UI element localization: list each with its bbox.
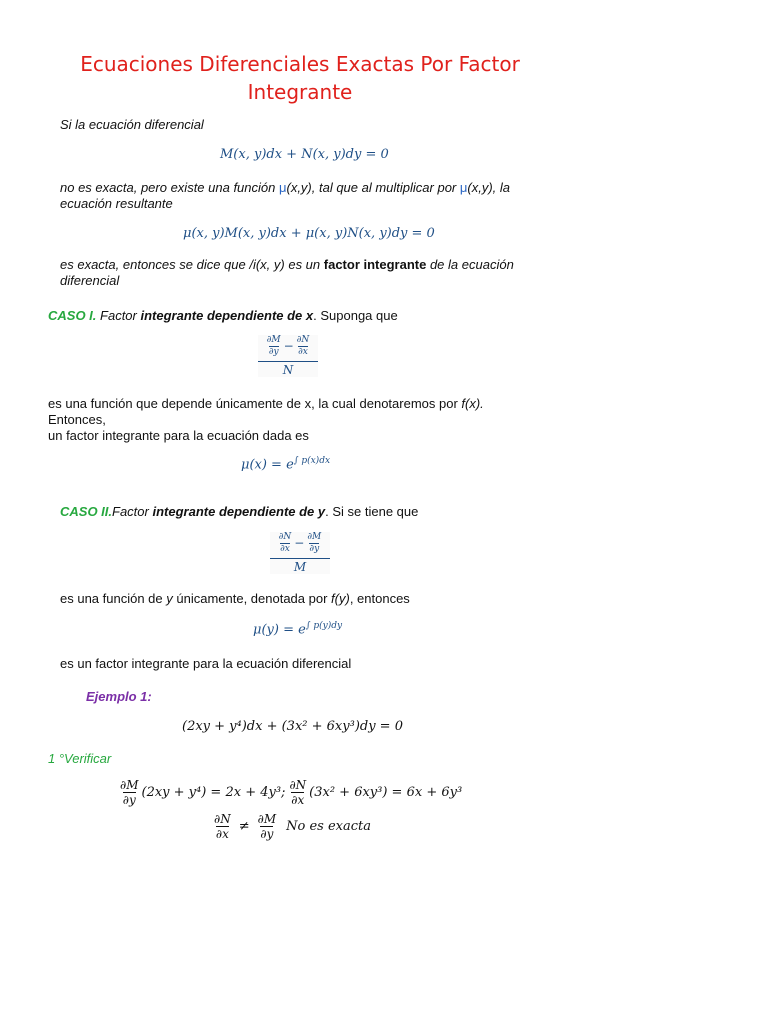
dm-dy-frac xyxy=(120,778,139,807)
dn-dx-frac xyxy=(214,812,231,841)
frac-bot: ∂y xyxy=(268,347,279,357)
p3-text-b: de la ecuación xyxy=(426,257,514,272)
caso2-heading xyxy=(60,504,418,520)
minus-sign: − xyxy=(294,536,305,550)
dn-dx xyxy=(297,335,310,358)
caso1-after-b: Entonces, xyxy=(48,412,106,427)
dn-expression: (3x² + 6xy³) = 6x + 6y³ xyxy=(309,785,463,800)
frac-bot: ∂x xyxy=(298,347,308,357)
not-equal-sign: ≠ xyxy=(238,819,250,834)
paragraph-2 xyxy=(60,180,530,212)
intro-text: Si la ecuación diferencial xyxy=(60,117,204,132)
frac-top: ∂N xyxy=(296,335,310,345)
dm-expression: (2xy + y⁴) = 2x + 4y³; xyxy=(141,785,286,800)
page-title: Ecuaciones Diferenciales Exactas Por Factor Integrante xyxy=(80,52,520,104)
frac-bot: ∂x xyxy=(291,793,305,807)
caso1-fraction xyxy=(258,335,318,377)
caso1-equation xyxy=(241,456,330,472)
caso2-after xyxy=(60,591,530,607)
p2-text-b: (x,y), tal que al multiplicar por xyxy=(286,180,460,195)
frac-denominator: N xyxy=(258,361,318,377)
frac-top: ∂N xyxy=(278,532,292,542)
frac-denominator: M xyxy=(270,558,330,574)
caso1-text-b: . Suponga que xyxy=(313,308,398,323)
p2-text-a: no es exacta, pero existe una función xyxy=(60,180,279,195)
frac-bot: ∂y xyxy=(122,793,136,807)
dn-dx xyxy=(279,532,292,555)
frac-top: ∂M xyxy=(120,778,139,792)
mu-symbol: μ xyxy=(459,180,468,195)
exponent: ∫ p(y)dy xyxy=(305,621,343,631)
fx-term: f(x). xyxy=(461,396,484,411)
caso2-text-a: Factor xyxy=(112,504,153,519)
caso1-after-a: es una función que depende únicamente de x, la cual denotaremos por xyxy=(48,396,462,411)
caso2-fraction xyxy=(270,532,330,574)
mu-x-eq: μ(x) = e xyxy=(241,457,294,473)
no-exacta-text: No es exacta xyxy=(286,819,371,834)
frac-bot: ∂x xyxy=(215,827,229,841)
frac-top: ∂N xyxy=(289,778,307,792)
minus-sign: − xyxy=(283,339,294,353)
mu-symbol: μ xyxy=(278,180,287,195)
caso2-bold: integrante dependiente de y xyxy=(152,504,326,519)
y-term: y xyxy=(166,591,173,606)
caso1-text-a: Factor xyxy=(96,308,141,323)
caso1-after xyxy=(48,396,518,444)
caso2-after-d: es un factor integrante para la ecuación diferencial xyxy=(60,656,352,671)
equation-1: M(x, y)dx + N(x, y)dy = 0 xyxy=(220,147,389,162)
caso2-after-b: únicamente, denotada por xyxy=(172,591,332,606)
frac-top: ∂M xyxy=(266,335,281,345)
paragraph-3 xyxy=(60,257,530,289)
frac-bot: ∂x xyxy=(280,544,290,554)
caso2-text-b: . Si se tiene que xyxy=(325,504,419,519)
frac-top: ∂M xyxy=(307,532,322,542)
equation-2: μ(x, y)M(x, y)dx + μ(x, y)N(x, y)dy = 0 xyxy=(183,226,435,241)
frac-bot: ∂y xyxy=(309,544,320,554)
factor-integrante-term: factor integrante xyxy=(323,257,427,272)
dm-dy xyxy=(267,335,281,358)
step-verificar: 1 °Verificar xyxy=(48,751,112,766)
caso1-bold: integrante dependiente de x xyxy=(140,308,314,323)
frac-bot: ∂y xyxy=(260,827,274,841)
dm-dy xyxy=(307,532,321,555)
frac-top: ∂N xyxy=(214,812,231,826)
p3-text-c: diferencial xyxy=(60,273,120,288)
caso1-after-c: un factor integrante para la ecuación dada es xyxy=(48,428,309,443)
mu-y-eq: μ(y) = e xyxy=(253,622,306,638)
caso2-label: CASO II. xyxy=(60,504,113,519)
ejemplo-label: Ejemplo 1: xyxy=(86,689,152,704)
caso2-equation xyxy=(253,621,342,637)
caso1-label: CASO I. xyxy=(48,308,97,323)
dm-dy-frac xyxy=(258,812,277,841)
partial-derivatives xyxy=(120,778,462,807)
ejemplo-equation: (2xy + y⁴)dx + (3x² + 6xy³)dy = 0 xyxy=(182,719,403,734)
caso1-heading xyxy=(48,308,398,324)
p3-text-a: es exacta, entonces se dice que /i(x, y) es un xyxy=(60,257,324,272)
frac-top: ∂M xyxy=(257,812,277,826)
exactness-comparison xyxy=(214,812,371,841)
caso2-after-c: , entonces xyxy=(349,591,410,606)
p2-text-d: ecuación resultante xyxy=(60,196,173,211)
exponent: ∫ p(x)dx xyxy=(293,456,331,466)
p2-text-c: (x,y), la xyxy=(467,180,511,195)
caso2-after-a: es una función de xyxy=(60,591,167,606)
dn-dx-frac xyxy=(285,778,306,807)
fy-term: f(y) xyxy=(331,591,350,606)
